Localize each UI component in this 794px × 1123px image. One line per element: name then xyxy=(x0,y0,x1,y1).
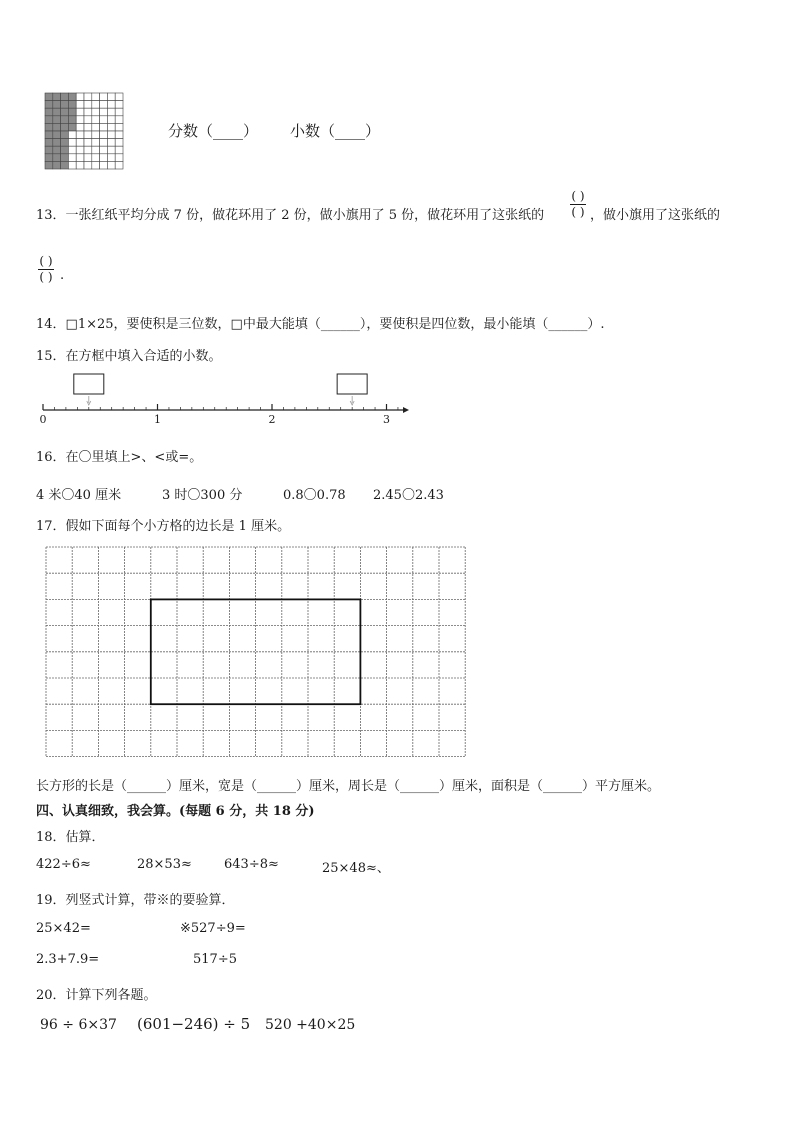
hundred-cell xyxy=(76,154,84,162)
q20-item-3: 520 +40×25 xyxy=(265,1017,356,1033)
hundred-cell xyxy=(45,93,53,101)
q13-end: . xyxy=(60,268,65,283)
hundred-cell xyxy=(84,108,92,116)
hundred-cell xyxy=(53,116,61,124)
hundred-cell xyxy=(84,146,92,154)
hundred-cell xyxy=(107,93,115,101)
hundred-cell xyxy=(115,146,123,154)
hundred-cell xyxy=(68,116,76,124)
hundred-cell xyxy=(84,123,92,131)
hundred-cell xyxy=(107,101,115,109)
q17-answer: 长方形的长是（______）厘米，宽是（______）厘米，周长是（______）厘米，面积是（______）平方厘米。 xyxy=(36,779,661,794)
hundred-cell xyxy=(100,93,108,101)
hundred-cell xyxy=(53,93,61,101)
q18-item-2: 28×53≈ xyxy=(137,857,192,872)
hundred-cell xyxy=(84,139,92,147)
q19-item-2: ※527÷9= xyxy=(180,921,246,936)
section-title: 四、认真细致，我会算。(每题 6 分，共 18 分) xyxy=(36,804,315,819)
q13-fraction-2: ( ) ( ) xyxy=(39,254,53,284)
hundred-cell xyxy=(68,123,76,131)
hundred-cell xyxy=(76,139,84,147)
hundred-cell xyxy=(53,154,61,162)
hundred-cell xyxy=(76,116,84,124)
answer-box[interactable] xyxy=(337,374,367,394)
hundred-cell xyxy=(107,161,115,169)
hundred-cell xyxy=(92,139,100,147)
hundred-cell xyxy=(115,123,123,131)
hundred-cell xyxy=(45,116,53,124)
hundred-cell xyxy=(84,131,92,139)
hundred-cell xyxy=(68,154,76,162)
hundred-cell xyxy=(61,146,69,154)
hundred-cell xyxy=(68,139,76,147)
hundred-cell xyxy=(45,139,53,147)
hundred-cell xyxy=(61,108,69,116)
hundred-cell xyxy=(107,123,115,131)
tick-label: 1 xyxy=(154,413,161,426)
hundred-cell xyxy=(92,116,100,124)
hundred-cell xyxy=(61,154,69,162)
q20-item-2: (601−246) ÷ 5 xyxy=(137,1015,251,1033)
q18-text: 18．估算． xyxy=(36,830,105,845)
hundred-cell xyxy=(84,116,92,124)
hundred-cell xyxy=(45,108,53,116)
hundred-cell xyxy=(53,131,61,139)
hundred-cell xyxy=(68,93,76,101)
hundred-cell xyxy=(115,154,123,162)
hundred-cell xyxy=(45,123,53,131)
q13-text: 13．一张红纸平均分成 7 份，做花环用了 2 份，做小旗用了 5 份，做花环用了这张纸的 xyxy=(36,208,545,223)
hundred-cell xyxy=(76,108,84,116)
hundred-cell xyxy=(76,101,84,109)
hundred-cell xyxy=(84,101,92,109)
hundred-cell xyxy=(76,146,84,154)
hundred-cell xyxy=(115,161,123,169)
q18-item-3: 643÷8≈ xyxy=(224,857,279,872)
q17-text: 17．假如下面每个小方格的边长是 1 厘米。 xyxy=(36,519,291,534)
hundred-cell xyxy=(68,131,76,139)
hundred-cell xyxy=(115,101,123,109)
fraction-blank: 分数（____） xyxy=(168,122,259,140)
hundred-cell xyxy=(100,131,108,139)
hundred-cell xyxy=(53,108,61,116)
q13-fraction-1: ( ) ( ) xyxy=(571,189,585,219)
hundred-cell xyxy=(92,161,100,169)
hundred-cell xyxy=(100,101,108,109)
hundred-cell xyxy=(107,139,115,147)
q18-item-1: 422÷6≈ xyxy=(36,857,91,872)
answer-box[interactable] xyxy=(74,374,104,394)
hundred-cell xyxy=(61,131,69,139)
hundred-cell xyxy=(115,93,123,101)
decimal-blank: 小数（____） xyxy=(290,122,381,140)
q13-text-mid: ，做小旗用了这张纸的 xyxy=(590,208,721,223)
hundred-square-grid xyxy=(44,92,124,170)
hundred-cell xyxy=(53,161,61,169)
hundred-cell xyxy=(115,108,123,116)
hundred-cell xyxy=(84,161,92,169)
hundred-cell xyxy=(100,154,108,162)
q16-item-4: 2.45〇2.43 xyxy=(373,488,444,503)
hundred-cell xyxy=(107,108,115,116)
q19-item-4: 517÷5 xyxy=(193,952,237,967)
hundred-cell xyxy=(100,161,108,169)
q16-item-2: 3 时〇300 分 xyxy=(162,488,243,503)
hundred-cell xyxy=(61,116,69,124)
hundred-cell xyxy=(107,146,115,154)
hundred-cell xyxy=(53,101,61,109)
hundred-cell xyxy=(92,101,100,109)
tick-label: 3 xyxy=(383,413,390,426)
hundred-cell xyxy=(92,123,100,131)
hundred-cell xyxy=(100,146,108,154)
number-line-arrow xyxy=(403,407,409,413)
hundred-cell xyxy=(76,93,84,101)
hundred-cell xyxy=(68,108,76,116)
q16-item-1: 4 米〇40 厘米 xyxy=(36,488,122,503)
number-line xyxy=(38,370,410,430)
q19-item-3: 2.3+7.9= xyxy=(36,952,100,967)
hundred-cell xyxy=(92,93,100,101)
hundred-cell xyxy=(61,93,69,101)
hundred-cell xyxy=(92,131,100,139)
hundred-cell xyxy=(53,139,61,147)
hundred-cell xyxy=(45,146,53,154)
hundred-cell xyxy=(76,131,84,139)
hundred-cell xyxy=(100,116,108,124)
hundred-cell xyxy=(45,131,53,139)
square-grid-with-rectangle xyxy=(44,545,468,759)
tick-label: 0 xyxy=(39,413,47,426)
hundred-cell xyxy=(107,116,115,124)
hundred-cell xyxy=(92,108,100,116)
q20-text: 20．计算下列各题。 xyxy=(36,988,157,1003)
hundred-cell xyxy=(61,123,69,131)
hundred-cell xyxy=(100,108,108,116)
q16-text: 16．在〇里填上>、<或=。 xyxy=(36,450,203,465)
q16-item-3: 0.8〇0.78 xyxy=(283,488,346,503)
hundred-cell xyxy=(45,161,53,169)
hundred-cell xyxy=(61,161,69,169)
tick-label: 2 xyxy=(268,413,276,426)
hundred-cell xyxy=(68,161,76,169)
hundred-cell xyxy=(76,123,84,131)
hundred-cell xyxy=(115,116,123,124)
hundred-cell xyxy=(107,154,115,162)
hundred-cell xyxy=(68,146,76,154)
hundred-cell xyxy=(45,154,53,162)
hundred-cell xyxy=(100,139,108,147)
hundred-cell xyxy=(53,146,61,154)
q18-item-4: 25×48≈、 xyxy=(322,861,390,876)
q20-item-1: 96 ÷ 6×37 xyxy=(40,1017,117,1033)
hundred-cell xyxy=(92,154,100,162)
hundred-cell xyxy=(76,161,84,169)
q19-item-1: 25×42= xyxy=(36,921,91,936)
hundred-cell xyxy=(45,101,53,109)
hundred-cell xyxy=(61,139,69,147)
q14-text: 14．□1×25，要使积是三位数，□中最大能填（______），要使积是四位数，最小能填（______）. xyxy=(36,317,605,332)
hundred-cell xyxy=(115,139,123,147)
hundred-cell xyxy=(84,154,92,162)
hundred-cell xyxy=(92,146,100,154)
hundred-cell xyxy=(115,131,123,139)
q19-text: 19．列竖式计算，带※的要验算． xyxy=(36,893,235,908)
hundred-cell xyxy=(107,131,115,139)
hundred-cell xyxy=(100,123,108,131)
hundred-cell xyxy=(68,101,76,109)
hundred-cell xyxy=(84,93,92,101)
q15-text: 15．在方框中填入合适的小数。 xyxy=(36,349,222,364)
hundred-cell xyxy=(61,101,69,109)
hundred-cell xyxy=(53,123,61,131)
